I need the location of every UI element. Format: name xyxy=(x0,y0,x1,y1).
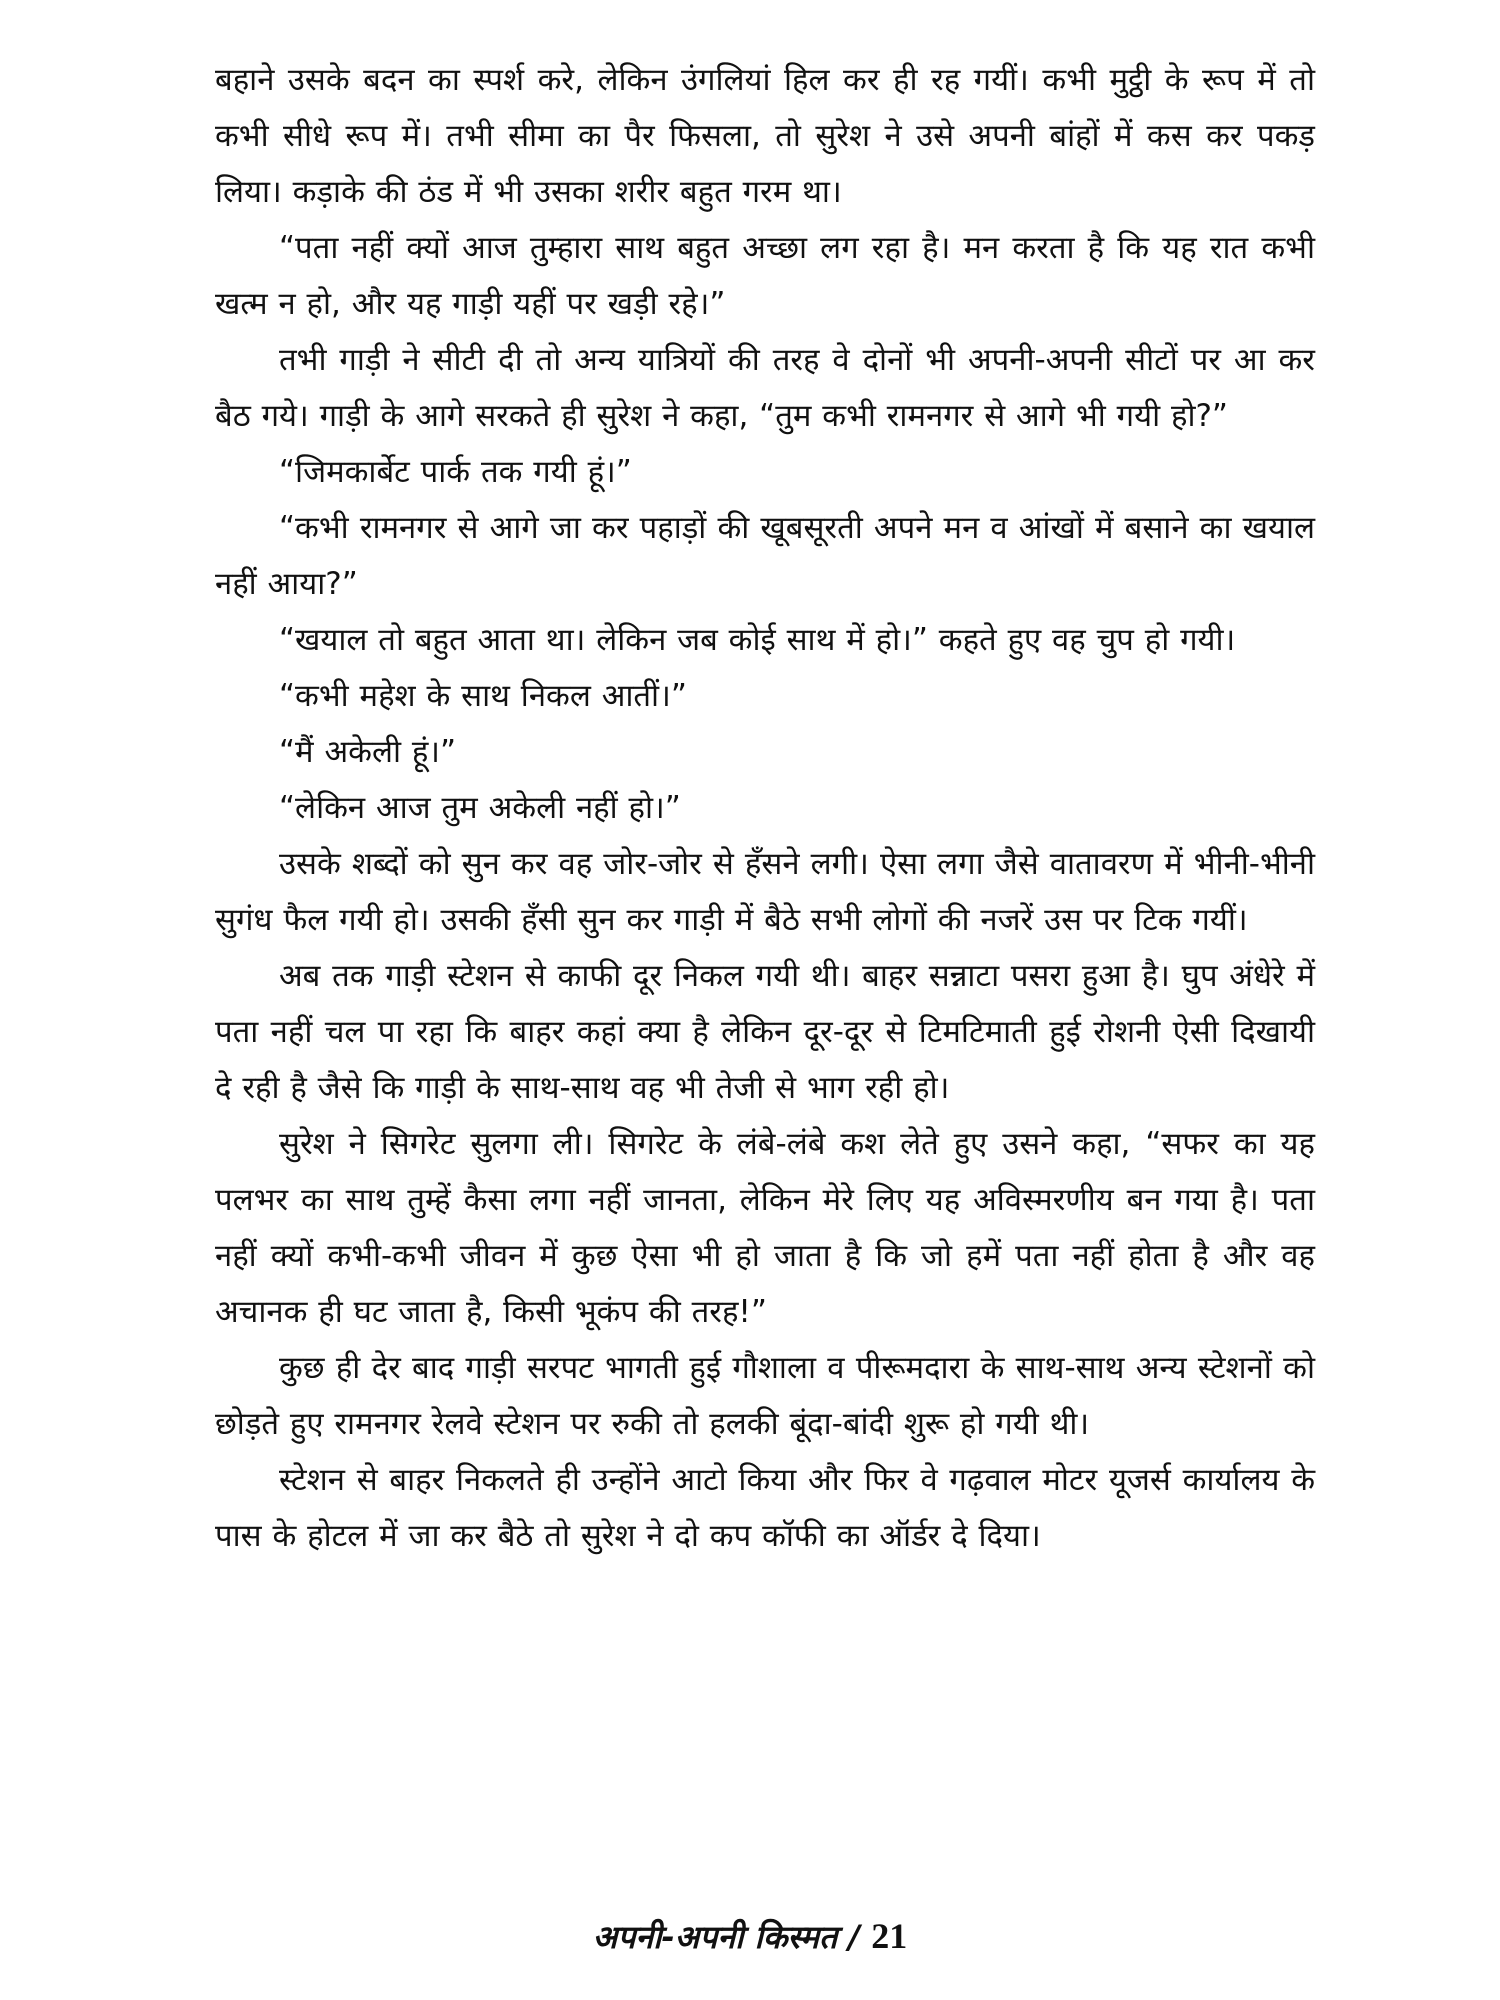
paragraph: स्टेशन से बाहर निकलते ही उन्होंने आटो किया और फिर वे गढ़वाल मोटर यूजर्स कार्यालय के पास के होटल में जा कर बैठे तो सुरेश ने दो कप कॉफी का ऑर्डर दे दिया। xyxy=(215,1462,1315,1554)
paragraph: उसके शब्दों को सुन कर वह जोर-जोर से हँसने लगी। ऐसा लगा जैसे वातावरण में भीनी-भीनी सुगंध फैल गयी हो। उसकी हँसी सुन कर गाड़ी में बैठे सभी लोगों की नजरें उस पर टिक गयीं। xyxy=(215,846,1316,938)
page-body xyxy=(215,52,1315,1872)
page-number: 21 xyxy=(871,1916,908,1956)
footer-separator: / xyxy=(837,1918,872,1956)
paragraph: अब तक गाड़ी स्टेशन से काफी दूर निकल गयी थी। बाहर सन्नाटा पसरा हुआ है। घुप अंधेरे में पता नहीं चल पा रहा कि बाहर कहां क्या है लेकिन दूर-दूर से टिमटिमाती हुई रोशनी ऐसी दिखायी दे रही है जैसे कि गाड़ी के साथ-साथ वह भी तेजी से भाग रही हो। xyxy=(215,958,1315,1106)
paragraph: कुछ ही देर बाद गाड़ी सरपट भागती हुई गौशाला व पीरूमदारा के साथ-साथ अन्य स्टेशनों को छोड़ते हुए रामनगर रेलवे स्टेशन पर रुकी तो हलकी बूंदा-बांदी शुरू हो गयी थी। xyxy=(215,1350,1315,1442)
paragraph: सुरेश ने सिगरेट सुलगा ली। सिगरेट के लंबे-लंबे कश लेते हुए उसने कहा, “सफर का यह पलभर का साथ तुम्हें कैसा लगा नहीं जानता, लेकिन मेरे लिए यह अविस्मरणीय बन गया है। पता नहीं क्यों कभी-कभी जीवन में कुछ ऐसा भी हो जाता है कि जो हमें पता नहीं होता है और वह अचानक ही घट जाता है, किसी भूकंप की तरह!” xyxy=(215,1126,1315,1330)
paragraph: “मैं अकेली हूं।” xyxy=(279,734,457,770)
paragraph: “जिमकार्बेट पार्क तक गयी हूं।” xyxy=(279,454,632,490)
paragraph: “पता नहीं क्यों आज तुम्हारा साथ बहुत अच्छा लग रहा है। मन करता है कि यह रात कभी खत्म न हो, और यह गाड़ी यहीं पर खड़ी रहे।” xyxy=(215,230,1315,322)
paragraph: “कभी महेश के साथ निकल आतीं।” xyxy=(279,678,687,714)
book-title: अपनी-अपनी किस्मत xyxy=(592,1918,838,1956)
paragraph: “लेकिन आज तुम अकेली नहीं हो।” xyxy=(279,790,681,826)
paragraph: बहाने उसके बदन का स्पर्श करे, लेकिन उंगलियां हिल कर ही रह गयीं। कभी मुट्ठी के रूप में तो कभी सीधे रूप में। तभी सीमा का पैर फिसला, तो सुरेश ने उसे अपनी बांहों में कस कर पकड़ लिया। कड़ाके की ठंड में भी उसका शरीर बहुत गरम था। xyxy=(215,62,1315,210)
paragraph: “कभी रामनगर से आगे जा कर पहाड़ों की खूबसूरती अपने मन व आंखों में बसाने का खयाल नहीं आया?” xyxy=(215,510,1315,602)
paragraph: तभी गाड़ी ने सीटी दी तो अन्य यात्रियों की तरह वे दोनों भी अपनी-अपनी सीटों पर आ कर बैठ गये। गाड़ी के आगे सरकते ही सुरेश ने कहा, “तुम कभी रामनगर से आगे भी गयी हो?” xyxy=(215,342,1315,434)
paragraph: “खयाल तो बहुत आता था। लेकिन जब कोई साथ में हो।” कहते हुए वह चुप हो गयी। xyxy=(279,622,1236,658)
page-footer xyxy=(0,1915,1500,1958)
